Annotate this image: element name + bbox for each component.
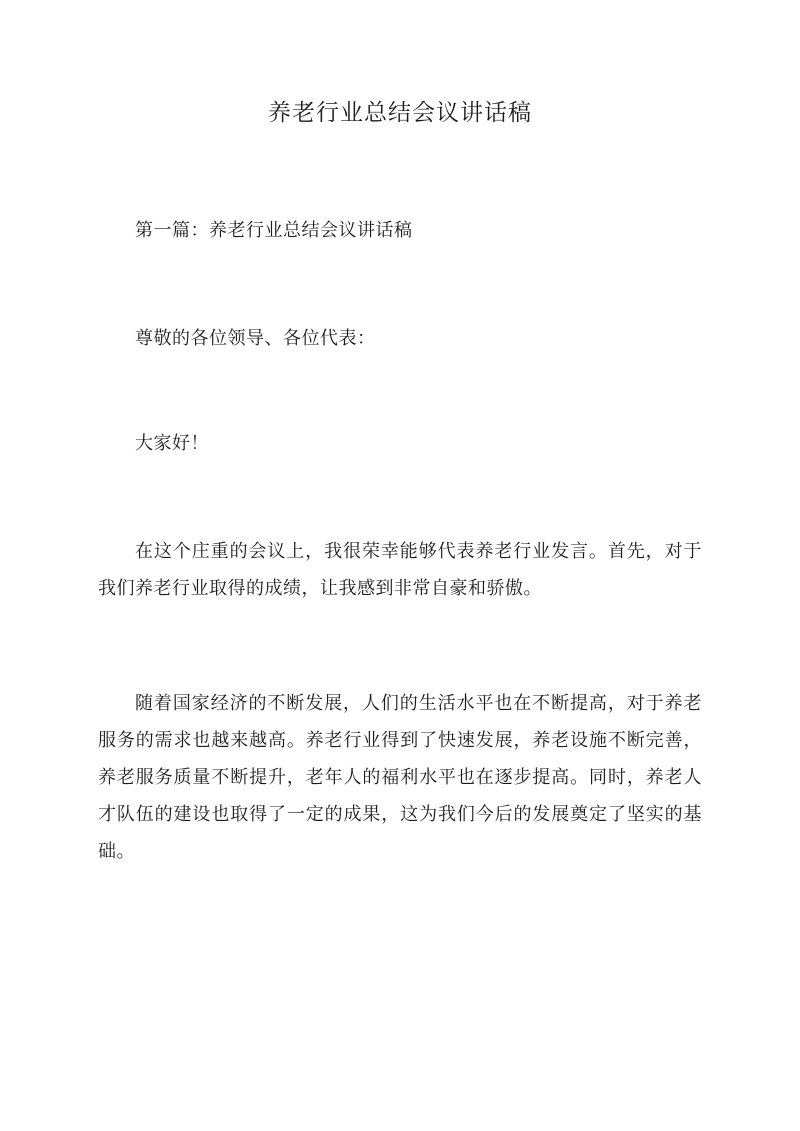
document-title: 养老行业总结会议讲话稿 <box>268 100 532 126</box>
body-paragraph: 随着国家经济的不断发展，人们的生活水平也在不断提高，对于养老服务的需求也越来越高。养老行业得到了快速发展，养老设施不断完善，养老服务质量不断提升，老年人的福利水平也在逐步提高。同时，养老人才队伍的建设也取得了一定的成果，这为我们今后的发展奠定了坚实的基础。 <box>98 693 702 862</box>
body-paragraph: 在这个庄重的会议上，我很荣幸能够代表养老行业发言。首先，对于我们养老行业取得的成绩，让我感到非常自豪和骄傲。 <box>98 541 702 599</box>
salutation: 尊敬的各位领导、各位代表： <box>135 328 376 349</box>
section-heading: 第一篇：养老行业总结会议讲话稿 <box>135 220 413 241</box>
greeting: 大家好！ <box>135 433 209 454</box>
